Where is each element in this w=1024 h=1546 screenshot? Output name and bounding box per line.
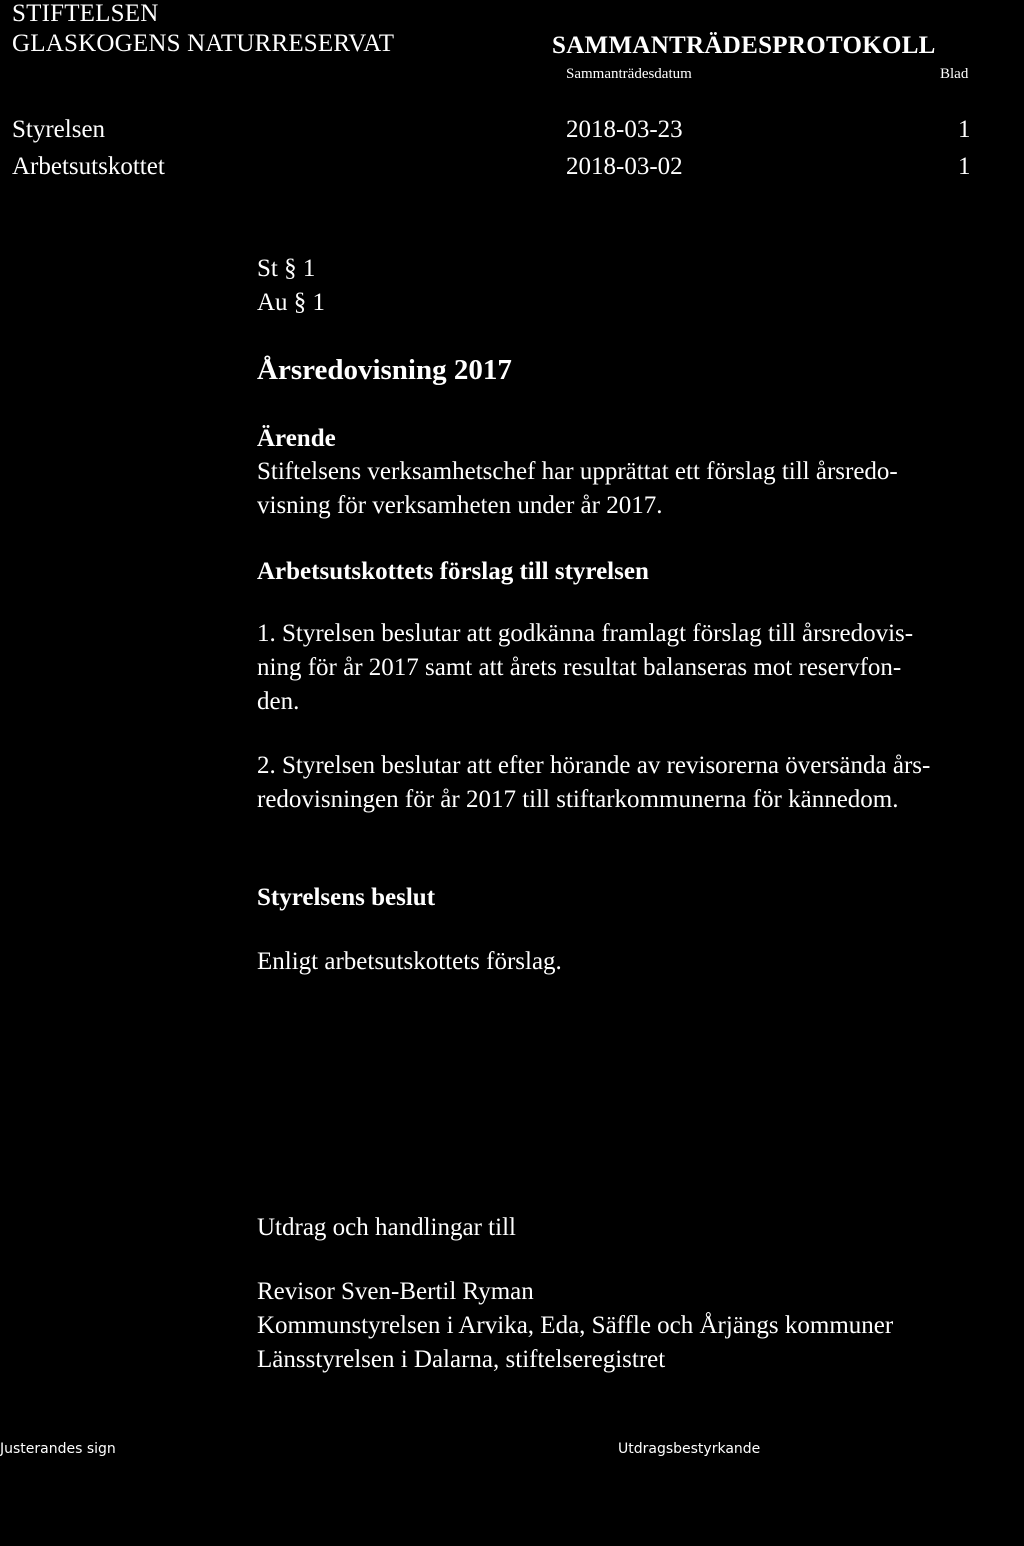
distribution-recipient: Kommunstyrelsen i Arvika, Eda, Säffle och Årjängs kommuner — [257, 1312, 894, 1339]
proposal-heading: Arbetsutskottets förslag till styrelsen — [257, 558, 649, 585]
body-page-arbetsutskottet: 1 — [958, 153, 971, 180]
certification-label: Utdragsbestyrkande — [618, 1441, 761, 1457]
distribution-recipient: Revisor Sven-Bertil Ryman — [257, 1278, 534, 1305]
paragraph-st: St § 1 — [257, 255, 316, 282]
proposal-item1-line1: 1. Styrelsen beslutar att godkänna framlagt förslag till årsredovis- — [257, 620, 914, 647]
body-name-arbetsutskottet: Arbetsutskottet — [12, 153, 165, 180]
body-date-arbetsutskottet: 2018-03-02 — [566, 153, 683, 180]
proposal-item1-line3: den. — [257, 688, 300, 715]
org-name-line2: GLASKOGENS NATURRESERVAT — [12, 30, 395, 57]
page-label: Blad — [940, 66, 969, 82]
arende-line2: visning för verksamheten under år 2017. — [257, 492, 663, 519]
body-date-styrelsen: 2018-03-23 — [566, 116, 683, 143]
document-title: SAMMANTRÄDESPROTOKOLL — [552, 32, 936, 59]
body-name-styrelsen: Styrelsen — [12, 116, 106, 143]
arende-line1: Stiftelsens verksamhetschef har upprättat ett förslag till årsredo- — [257, 458, 898, 485]
org-name-line1: STIFTELSEN — [12, 0, 159, 27]
meeting-date-label: Sammanträdesdatum — [566, 66, 692, 82]
decision-text: Enligt arbetsutskottets förslag. — [257, 948, 562, 975]
signature-label: Justerandes sign — [0, 1441, 116, 1457]
distribution-heading: Utdrag och handlingar till — [257, 1214, 516, 1241]
proposal-item2-line1: 2. Styrelsen beslutar att efter hörande av revisorerna översända års- — [257, 752, 931, 779]
body-page-styrelsen: 1 — [958, 116, 971, 143]
arende-heading: Ärende — [257, 425, 336, 452]
proposal-item2-line2: redovisningen för år 2017 till stiftarkommunerna för kännedom. — [257, 786, 899, 813]
proposal-item1-line2: ning för år 2017 samt att årets resultat balanseras mot reservfon- — [257, 654, 902, 681]
decision-heading: Styrelsens beslut — [257, 884, 436, 911]
page-title: Årsredovisning 2017 — [257, 354, 512, 386]
distribution-recipient: Länsstyrelsen i Dalarna, stiftelseregistret — [257, 1346, 666, 1373]
paragraph-au: Au § 1 — [257, 289, 326, 316]
